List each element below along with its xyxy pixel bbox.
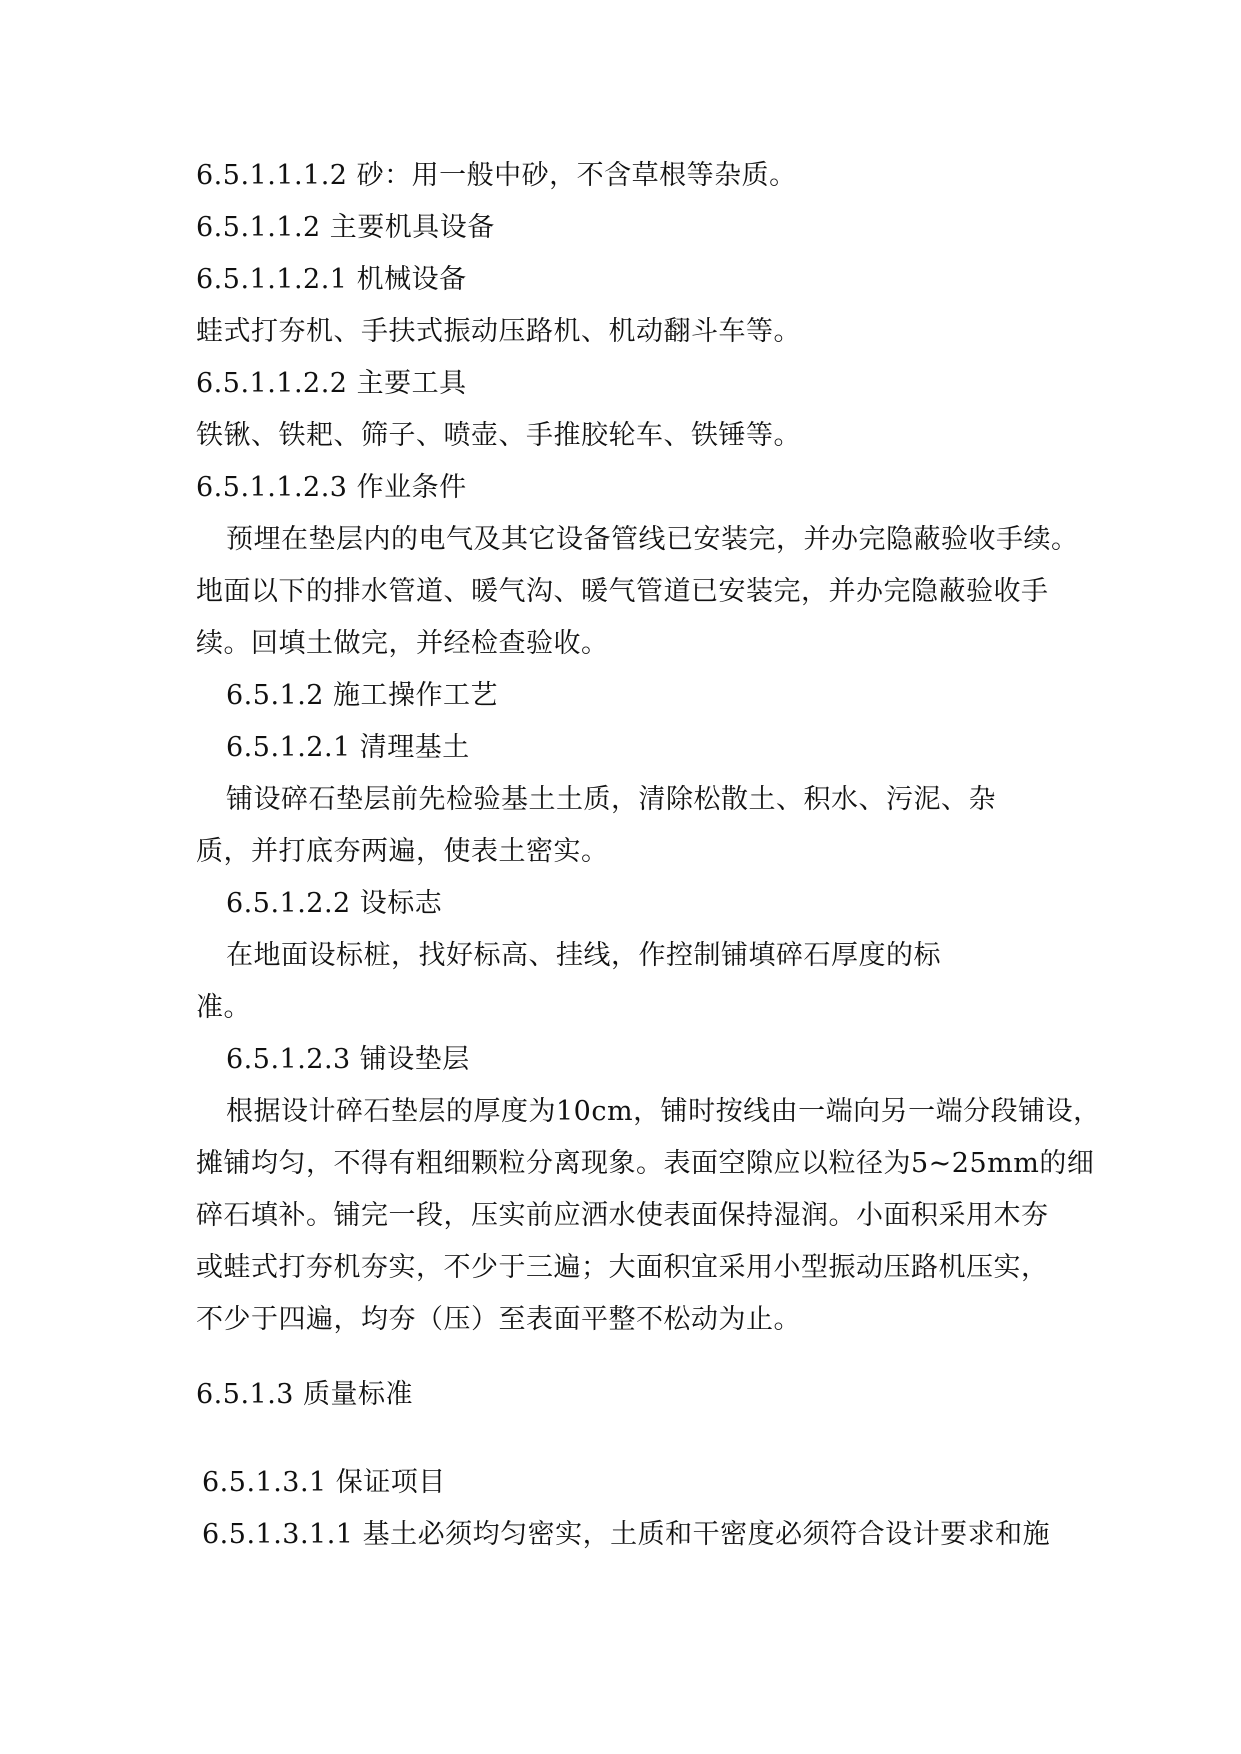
paragraph-line: 准。 <box>196 992 251 1023</box>
paragraph-line: 6.5.1.1.1.2 砂：用一般中砂，不含草根等杂质。 <box>196 160 797 191</box>
paragraph-line: 续。回填土做完，并经检查验收。 <box>196 628 609 659</box>
section-heading: 6.5.1.2.2 设标志 <box>226 888 443 919</box>
paragraph-line: 在地面设标桩，找好标高、挂线，作控制铺填碎石厚度的标 <box>226 940 941 971</box>
section-heading: 6.5.1.1.2.1 机械设备 <box>196 264 467 295</box>
paragraph-line: 蛙式打夯机、手扶式振动压路机、机动翻斗车等。 <box>196 316 801 347</box>
paragraph-line: 预埋在垫层内的电气及其它设备管线已安装完，并办完隐蔽验收手续。 <box>226 524 1079 555</box>
section-heading: 6.5.1.1.2 主要机具设备 <box>196 212 495 243</box>
paragraph-line: 摊铺均匀，不得有粗细颗粒分离现象。表面空隙应以粒径为5~25mm的细 <box>196 1148 1095 1179</box>
section-heading: 6.5.1.2.1 清理基土 <box>226 732 470 763</box>
section-heading: 6.5.1.2.3 铺设垫层 <box>226 1044 470 1075</box>
paragraph-line: 或蛙式打夯机夯实，不少于三遍；大面积宜采用小型振动压路机压实， <box>196 1252 1049 1283</box>
paragraph-line: 铁锹、铁耙、筛子、喷壶、手推胶轮车、铁锤等。 <box>196 420 801 451</box>
paragraph-line: 不少于四遍，均夯（压）至表面平整不松动为止。 <box>196 1304 801 1335</box>
paragraph-line: 根据设计碎石垫层的厚度为10cm，铺时按线由一端向另一端分段铺设， <box>226 1096 1101 1127</box>
section-heading: 6.5.1.3 质量标准 <box>196 1379 414 1410</box>
section-heading: 6.5.1.2 施工操作工艺 <box>226 680 499 711</box>
section-heading: 6.5.1.1.2.2 主要工具 <box>196 368 467 399</box>
paragraph-line: 碎石填补。铺完一段，压实前应洒水使表面保持湿润。小面积采用木夯 <box>196 1200 1049 1231</box>
paragraph-line: 6.5.1.3.1.1 基土必须均匀密实，土质和干密度必须符合设计要求和施 <box>202 1519 1051 1550</box>
paragraph-line: 质，并打底夯两遍，使表土密实。 <box>196 836 609 867</box>
paragraph-line: 铺设碎石垫层前先检验基土土质，清除松散土、积水、污泥、杂 <box>226 784 996 815</box>
paragraph-line: 地面以下的排水管道、暖气沟、暖气管道已安装完，并办完隐蔽验收手 <box>196 576 1049 607</box>
section-heading: 6.5.1.3.1 保证项目 <box>202 1467 446 1498</box>
section-heading: 6.5.1.1.2.3 作业条件 <box>196 472 467 503</box>
